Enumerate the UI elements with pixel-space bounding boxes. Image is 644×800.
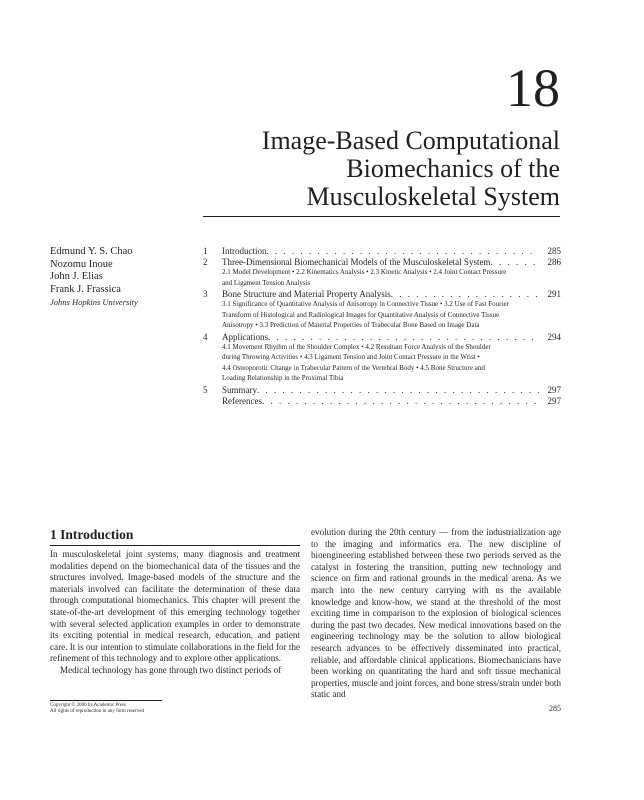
- author-name: Nozomu Inoue: [50, 258, 113, 270]
- toc-leader-dots: [257, 385, 539, 396]
- toc-leader-dots: [391, 289, 539, 300]
- author-block: [50, 246, 198, 309]
- toc-entry[interactable]: [203, 332, 561, 343]
- author-name: Frank J. Frassica: [50, 283, 121, 295]
- toc-entry-page: 285: [547, 246, 561, 256]
- toc-entry-number: 1: [203, 246, 208, 256]
- toc-entry[interactable]: [203, 396, 561, 407]
- toc-subentries: 2.1 Model Development • 2.2 Kinematics Analysis • 2.3 Kinetic Analysis • 2.4 Joint Contact Pressure: [222, 268, 507, 276]
- toc-entry-page: 294: [547, 331, 561, 342]
- body-column-left: [50, 549, 300, 677]
- chapter-title-line: Biomechanics of the: [346, 154, 560, 183]
- copyright-line: All rights of reproduction in any form reserved: [50, 709, 145, 714]
- author-name: Edmund Y. S. Chao: [50, 246, 133, 257]
- toc-entry-number: 2: [203, 257, 208, 267]
- title-divider: [203, 216, 560, 217]
- toc-entry-number: 3: [203, 289, 208, 299]
- body-paragraph: evolution during the 20th century — from the industrialization age to the imaging and informatics era. The new discipline of bioengineering established between these two periods served as the catalyst in fostering the transition, putting new technology and science on firm and rational grounds in the medical arena. As we march into the new century carrying with us the available knowledge and know-how, we stand at the threshold of the most exciting time in comparison to the explosion of biological sciences during the past two decades. New medical innovations based on the engineering technology may be the solution to allow biological research advances to be effectively disseminated into practical, reliable, and affordable clinical applications. Biomechanicians have been working on quantitating the hard and soft tissue mechanical properties, muscle and joint forces, and bone stress/strain under both static and: [311, 527, 561, 700]
- toc-leader-dots: [490, 257, 539, 268]
- toc-subentries: during Throwing Activities • 4.3 Ligament Tension and Joint Contact Pressure in the Wrist •: [222, 353, 480, 361]
- footer-rule: [50, 700, 162, 701]
- chapter-title-line: Image-Based Computational: [261, 126, 560, 155]
- toc-subentries: 4.4 Osteoporotic Change in Trabecular Pattern of the Vertebral Body • 4.5 Bone Structure and: [222, 363, 485, 372]
- toc-entry-page: 297: [547, 384, 561, 395]
- chapter-number: 18: [506, 58, 560, 118]
- author-affiliation: Johns Hopkins University: [50, 297, 138, 307]
- toc-leader-dots: [268, 332, 539, 343]
- section-heading-rule: [50, 545, 300, 546]
- copyright-notice: [50, 703, 250, 715]
- toc-entry-title: Introduction: [222, 246, 267, 256]
- toc-entry-title: Bone Structure and Material Property Analysis: [222, 289, 391, 299]
- toc-entry[interactable]: [203, 246, 561, 257]
- chapter-title: [180, 127, 560, 211]
- toc-subentries: Loading Relationship in the Proximal Tibia: [222, 374, 344, 382]
- toc-entry-title: Three-Dimensional Biomechanical Models of the Musculoskeletal System: [222, 257, 491, 267]
- toc-leader-dots: [262, 396, 539, 407]
- toc-entry-page: 297: [547, 395, 561, 406]
- page-number: 285: [549, 704, 561, 713]
- toc-entry[interactable]: [203, 289, 561, 300]
- body-paragraph: Medical technology has gone through two distinct periods of: [60, 664, 282, 675]
- toc-leader-dots: [267, 246, 540, 257]
- toc-subentries: Anisotropy • 3.3 Prediction of Material Properties of Trabecular Bone Based on Image Data: [222, 321, 480, 329]
- toc-entry[interactable]: [203, 257, 561, 268]
- body-column-right: [311, 527, 561, 701]
- toc-entry-page: 286: [547, 257, 561, 267]
- toc-entry[interactable]: [203, 385, 561, 396]
- body-paragraph: In musculoskeletal joint systems, many diagnosis and treatment modalities depend on the biomechanical data of the tissues and the structures involved. Image-based models of the structure and the materials involved can facilitate the determination of these data through computational biomechanics. This chapter will present the state-of-the-art development of this emerging technology together with several selected application examples in order to demonstrate its exciting potential in medical research, education, and patient care. It is our intention to stimulate collaborations in the field for the refinement of this technology and to explore other applications.: [50, 549, 300, 664]
- section-heading: 1 Introduction: [50, 527, 134, 542]
- author-name: John J. Elias: [50, 271, 103, 282]
- toc-entry-page: 291: [547, 289, 561, 299]
- toc-entry-title: Summary: [222, 384, 257, 395]
- toc-entry-title: Applications: [222, 331, 268, 342]
- copyright-line: Copyright © 2000 by Academic Press: [50, 703, 126, 708]
- toc-subentries: Transform of Histological and Radiological Images for Quantitative Analysis of Connective Tissue: [222, 310, 500, 319]
- toc-entry-number: 4: [203, 331, 208, 342]
- toc-subentries: 3.1 Significance of Quantitative Analysis of Anisotropy in Connective Tissue • 3.2 Use of Fast Fourier: [222, 300, 509, 308]
- chapter-title-line: Musculoskeletal System: [306, 182, 560, 211]
- toc-subentries: 4.1 Movement Rhythm of the Shoulder Complex • 4.2 Resultant Force Analysis of the Shoulder: [222, 342, 491, 351]
- table-of-contents: [203, 246, 561, 407]
- toc-entry-title: References: [222, 395, 262, 406]
- toc-entry-number: 5: [203, 384, 208, 395]
- toc-subentries: and Ligament Tension Analysis: [222, 278, 311, 287]
